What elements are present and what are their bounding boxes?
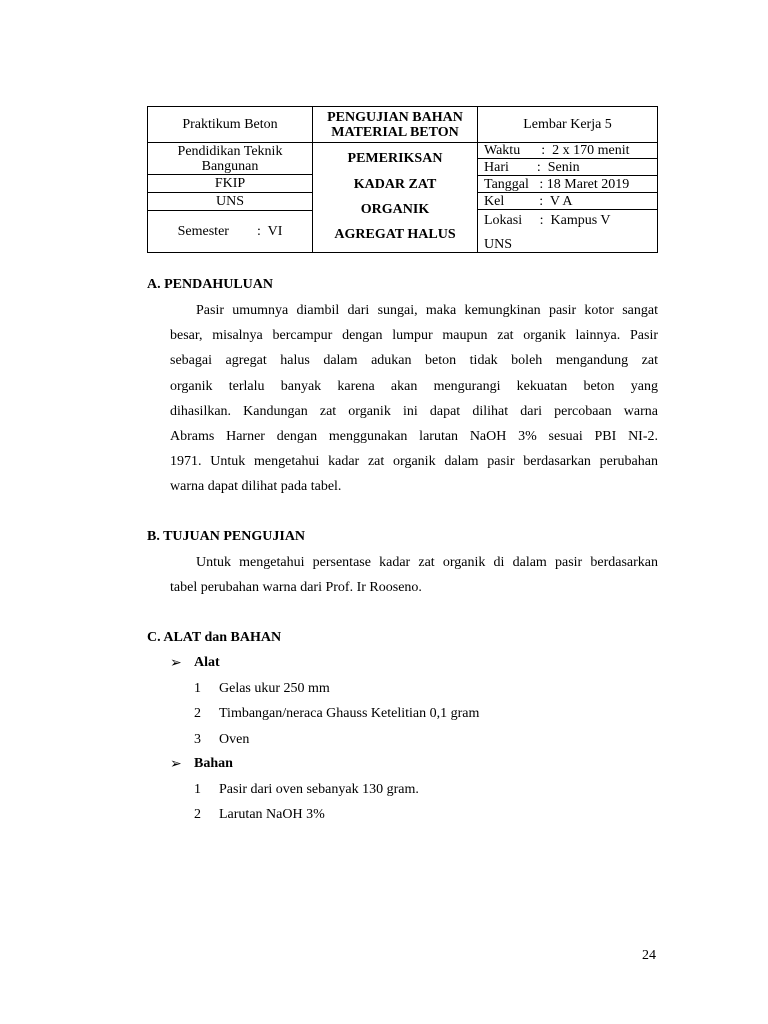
- section-b-heading: B. TUJUAN PENGUJIAN: [147, 529, 306, 544]
- location-cell: Lokasi : Kampus V UNS: [484, 213, 611, 252]
- alat-label: Alat: [194, 655, 220, 670]
- paragraph-line: organik terlalu banyak karena akan mengurangi kekuatan beton yang: [170, 378, 658, 394]
- semester-cell: Semester : VI: [177, 224, 283, 239]
- paragraph-line: Untuk mengetahui persentase kadar zat organik di dalam pasir berdasarkan: [196, 555, 658, 570]
- paragraph-line: dihasilkan. Kandungan zat organik ini dapat dilihat dari percobaan warna: [170, 403, 658, 419]
- page-number: 24: [642, 948, 656, 963]
- faculty-cell: FKIP: [148, 175, 312, 193]
- title-line-2: KADAR ZAT: [353, 177, 437, 192]
- test-category-cell: PENGUJIAN BAHAN MATERIAL BETON: [313, 107, 477, 143]
- header-col-info: [478, 107, 657, 252]
- university-cell: UNS: [148, 193, 312, 211]
- paragraph-line: warna dapat dilihat pada tabel.: [170, 479, 342, 495]
- section-a-heading: A. PENDAHULUAN: [147, 277, 273, 292]
- course-name-cell: Praktikum Beton: [148, 107, 312, 143]
- header-table: [147, 106, 658, 253]
- list-item: 2 Larutan NaOH 3%: [194, 807, 325, 822]
- list-item: 2 Timbangan/neraca Ghauss Ketelitian 0,1 gram: [194, 706, 480, 721]
- title-line-1: PEMERIKSAN: [347, 151, 443, 166]
- day-cell: Hari : Senin: [478, 159, 657, 176]
- list-item: 1 Gelas ukur 250 mm: [194, 681, 330, 696]
- section-c-heading: C. ALAT dan BAHAN: [147, 630, 282, 645]
- worksheet-cell: Lembar Kerja 5: [478, 107, 657, 143]
- time-cell: Waktu : 2 x 170 menit: [478, 143, 657, 159]
- title-line-3: ORGANIK: [360, 202, 430, 217]
- list-item: 3 Oven: [194, 732, 250, 747]
- section-a-paragraph: [170, 298, 658, 500]
- bahan-bullet-icon: ➢: [170, 757, 182, 772]
- department-cell: Pendidikan Teknik Bangunan: [148, 143, 312, 175]
- paragraph-line: 1971. Untuk mengetahui kadar zat organik dalam pasir berdasarkan perubahan: [170, 454, 658, 470]
- header-col-title: [312, 107, 478, 252]
- header-col-course: [148, 107, 312, 252]
- paragraph-line: besar, misalnya bercampur dengan lumpur maupun zat organik lainnya. Pasir: [170, 328, 658, 344]
- group-cell: Kel : V A: [478, 193, 657, 210]
- alat-bullet-icon: ➢: [170, 656, 182, 671]
- bahan-label: Bahan: [194, 756, 233, 771]
- title-line-4: AGREGAT HALUS: [334, 227, 456, 242]
- section-b-paragraph: [170, 550, 658, 600]
- list-item: 1 Pasir dari oven sebanyak 130 gram.: [194, 782, 419, 797]
- paragraph-line: Pasir umumnya diambil dari sungai, maka kemungkinan pasir kotor sangat: [196, 303, 658, 318]
- paragraph-line: sebagai agregat halus dalam adukan beton tidak boleh mengandung zat: [170, 353, 658, 369]
- paragraph-line: Abrams Harner dengan menggunakan larutan NaOH 3% sesuai PBI NI-2.: [170, 428, 658, 444]
- date-cell: Tanggal : 18 Maret 2019: [478, 176, 657, 193]
- paragraph-line: tabel perubahan warna dari Prof. Ir Rooseno.: [170, 580, 422, 596]
